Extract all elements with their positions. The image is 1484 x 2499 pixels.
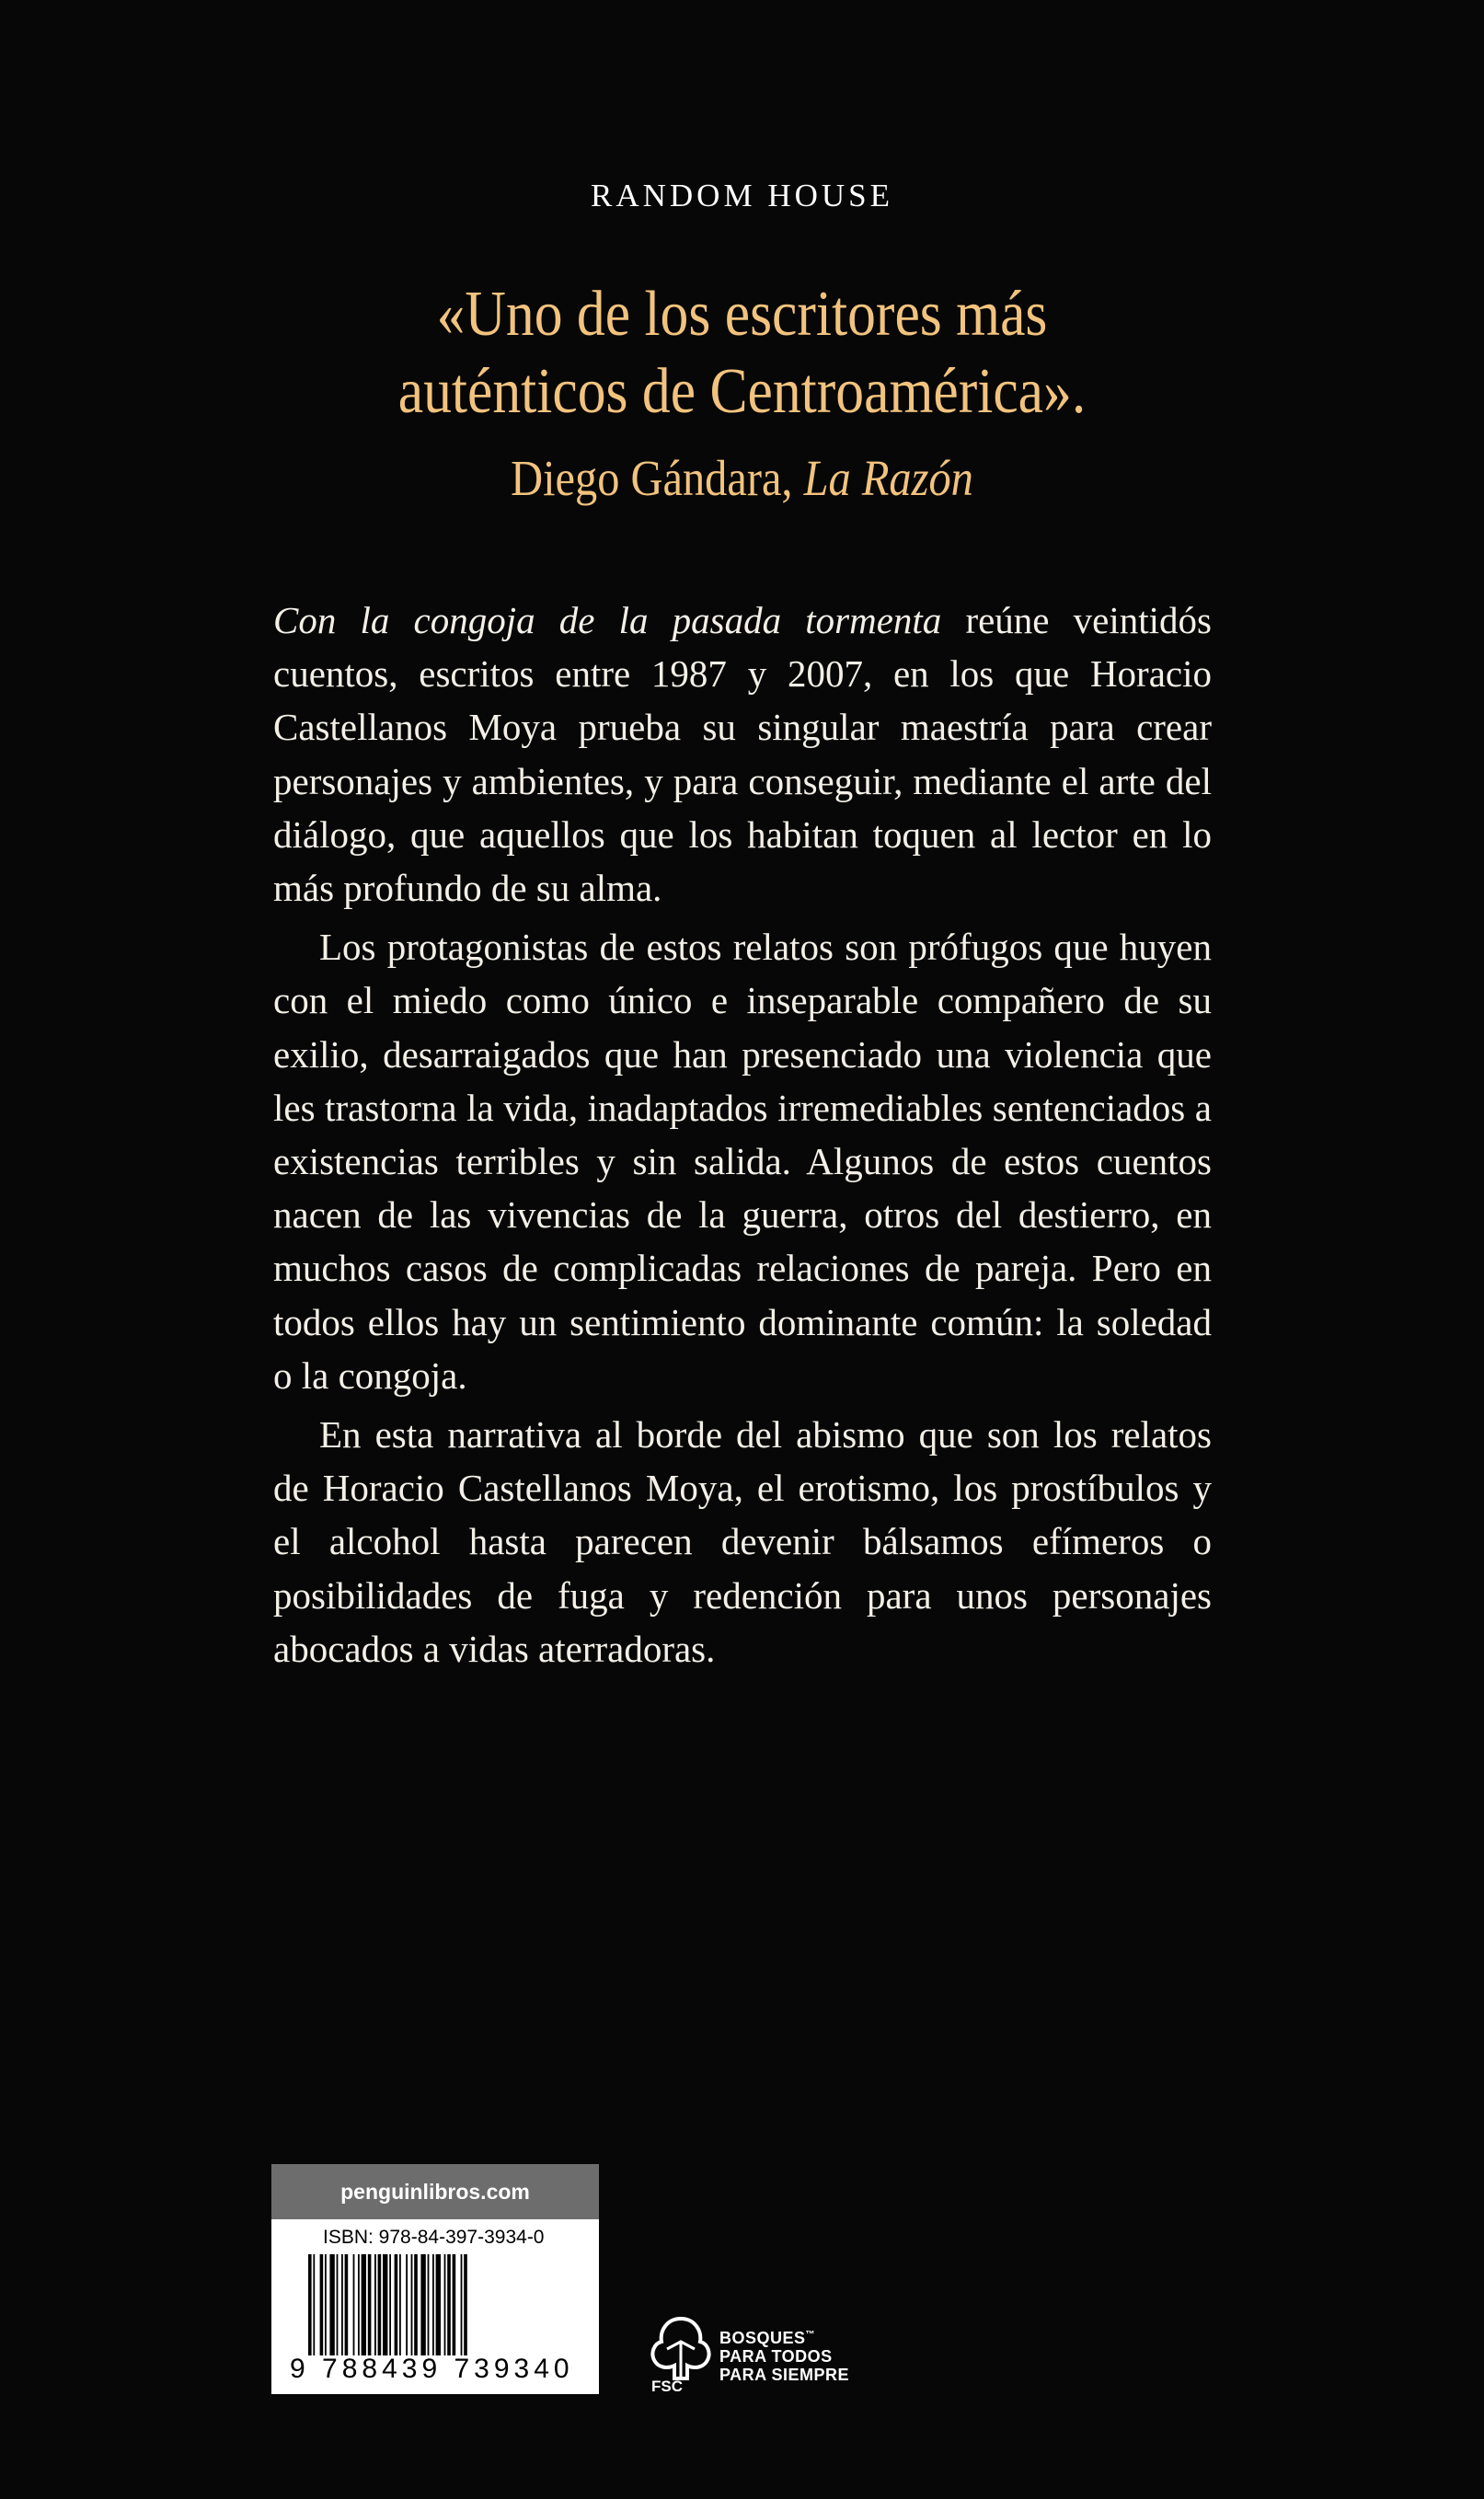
- fsc-slogan: [719, 2326, 849, 2384]
- fsc-line-1: BOSQUES: [719, 2329, 806, 2347]
- fsc-label: FSC: [651, 2378, 683, 2395]
- fsc-line-2: PARA TODOS: [719, 2347, 833, 2366]
- quote-line-2: auténticos de Centroamérica».: [397, 356, 1087, 427]
- blurb-paragraph-2: Los protagonistas de estos relatos son prófugos que huyen con el miedo como único e inseparable compañero de su exilio, desarraigados que han presenciado una violencia que les trastorna la vida, inadaptados irremediables sentenciados a existencias terribles y sin salida. Algunos de estos cuentos nacen de las vivencias de la guerra, otros del destierro, en muchos casos de complicadas relaciones de pareja. Pero en todos ellos hay un sentimiento dominante común: la soledad o la congoja.: [273, 926, 1212, 1397]
- quote-line-1: «Uno de los escritores más: [436, 279, 1048, 350]
- barcode-panel: [271, 2219, 599, 2394]
- book-blurb: [273, 593, 1212, 1676]
- quote-attribution: [251, 449, 1233, 507]
- quote-author: Diego Gándara,: [511, 450, 793, 506]
- isbn-text: ISBN: 978-84-397-3934-0: [323, 2227, 545, 2248]
- fsc-trademark: ™: [805, 2330, 816, 2340]
- publisher-name: RANDOM HOUSE: [591, 178, 893, 213]
- fsc-line-3: PARA SIEMPRE: [719, 2366, 850, 2384]
- quote-source: La Razón: [803, 450, 973, 506]
- blurb-paragraph-3: En esta narrativa al borde del abismo que son los relatos de Horacio Castellanos Moya, el erotismo, los prostíbulos y el alcohol hasta parecen devenir bálsamos efímeros o posibilidades de fuga y redención para unos personajes abocados a vidas aterradoras.: [273, 1413, 1212, 1670]
- barcode-digits: 9 788439 739340: [290, 2354, 574, 2384]
- blurb-paragraph-1-text: reúne veintidós cuentos, escritos entre 1987 y 2007, en los que Horacio Castellanos Moya prueba su singular maestría para crear personajes y ambientes, y para conseguir, mediante el arte del diálogo, que aquellos que los habitan toquen al lector en lo más profundo de su alma.: [273, 599, 1212, 910]
- barcode-icon: [308, 2254, 557, 2355]
- review-quote: [251, 276, 1233, 431]
- website-link[interactable]: penguinlibros.com: [271, 2164, 599, 2219]
- book-title: Con la congoja de la pasada tormenta: [273, 599, 942, 641]
- blurb-paragraph-1: [273, 593, 1212, 915]
